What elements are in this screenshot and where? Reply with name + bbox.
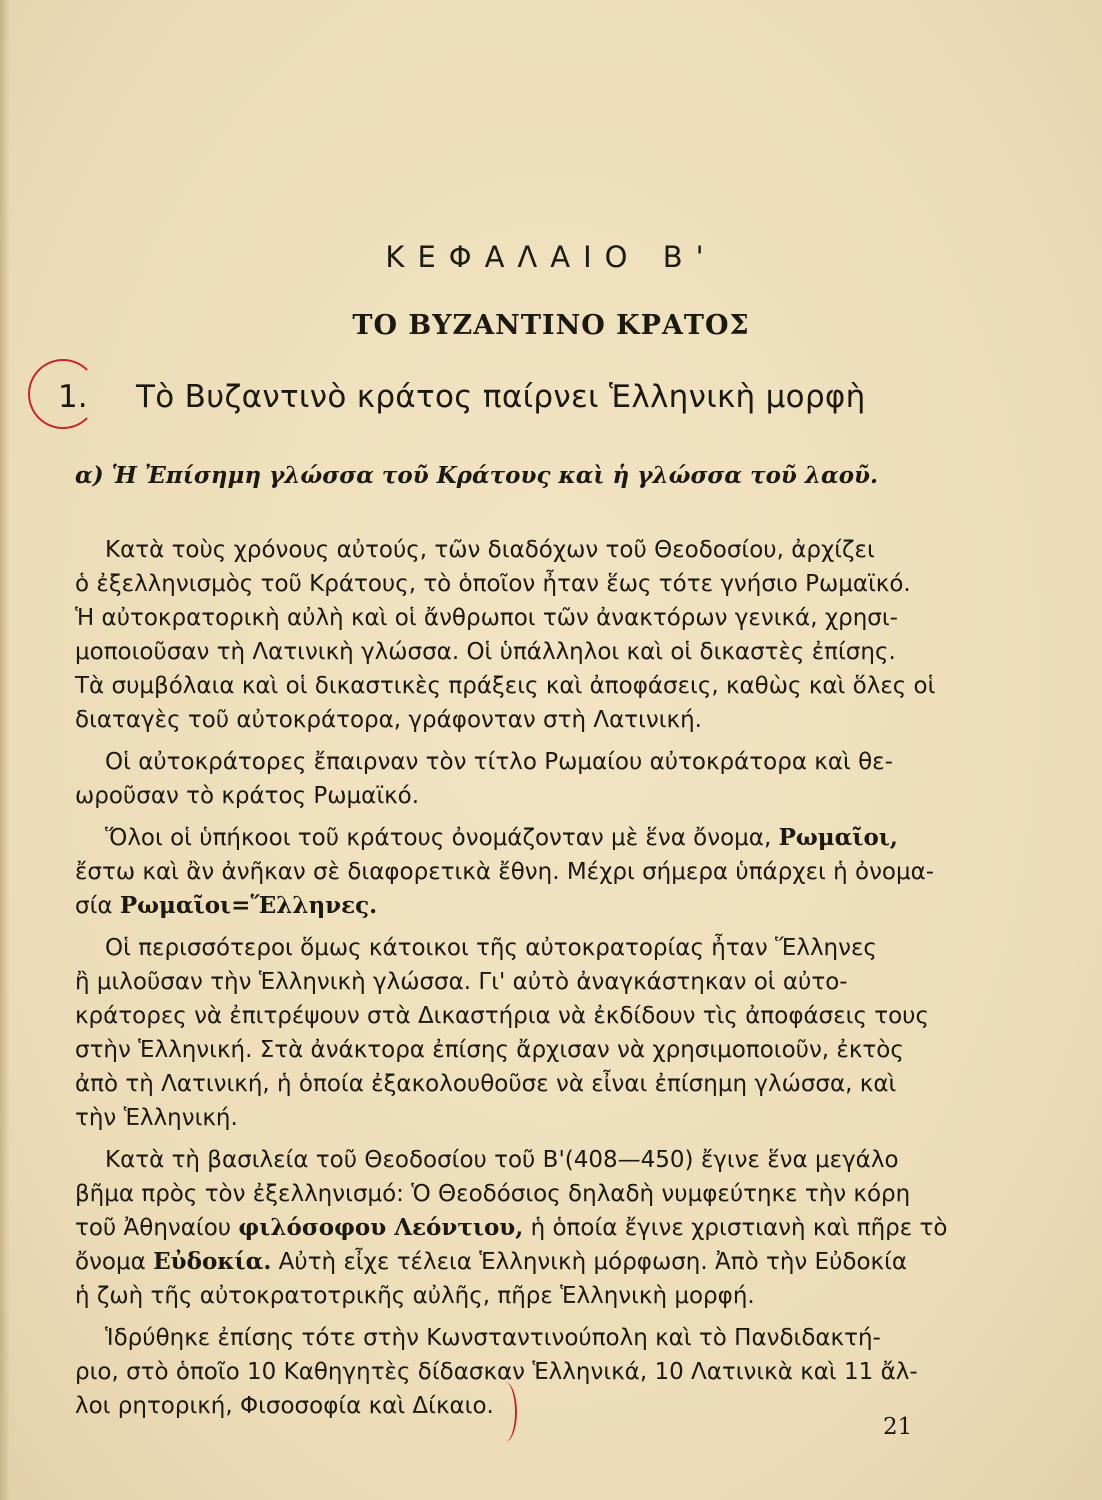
text-segment: σία [75,893,113,919]
bold-term-eudokia: Εὐδοκία. [153,1248,272,1275]
page-edge-shadow [0,0,10,1500]
bold-term-romaioi: Ρωμαῖοι, [778,824,898,851]
section-title: ΤΟ ΒΥΖΑΝΤΙΝΟ ΚΡΑΤΟΣ [352,310,750,341]
chapter-heading: ΚΕΦΑΛΑΙΟ Β' [385,240,717,274]
text-segment: Ὅλοι οἱ ὑπήκοοι τοῦ κράτους ὀνομάζονταν μὲ ἕνα ὄνομα, [105,825,772,851]
text-line: μοποιοῦσαν τὴ Λατινικὴ γλώσσα. Οἱ ὑπάλληλοι καὶ οἱ δικαστὲς ἐπίσης. [75,639,896,665]
paragraph-3 [75,821,935,923]
text-line: διαταγὲς τοῦ αὐτοκράτορα, γράφονταν στὴ Λατινική. [75,707,702,733]
body-text [75,533,948,1431]
text-line: τὴν Ἑλληνική. [75,1105,238,1131]
text-line: ἀπὸ τὴ Λατινική, ἡ ὁποία ἐξακολουθοῦσε νὰ εἶναι ἐπίσημη γλώσσα, καὶ [75,1071,897,1097]
text-line: Ἡ αὐτοκρατορικὴ αὐλὴ καὶ οἱ ἄνθρωποι τῶν ἀνακτόρων γενικά, χρησι- [75,605,898,631]
bold-term-leontios: φιλόσοφου Λεόντιου, [238,1214,524,1241]
paragraph-1 [75,533,936,737]
text-line: Ἱδρύθηκε ἐπίσης τότε στὴν Κωνσταντινούπολη καὶ τὸ Πανδιδακτή- [105,1325,881,1351]
text-segment: ὄνομα [75,1249,146,1275]
text-line: ὁ ἐξελληνισμὸς τοῦ Κράτους, τὸ ὁποῖον ἦταν ἕως τότε γνήσιο Ρωμαϊκό. [75,571,911,597]
text-line: ωροῦσαν τὸ κράτος Ρωμαϊκό. [75,783,420,809]
text-line: λοι ρητορική, Φισοσοφία καὶ Δίκαιο. [75,1393,494,1419]
red-bracket-annotation-icon [493,1382,517,1442]
subheading-a: α) Ἡ Ἐπίσημη γλώσσα τοῦ Κράτους καὶ ἡ γλώσσα τοῦ λαοῦ. [75,462,879,489]
text-line: ἡ ζωὴ τῆς αὐτοκρατοτρικῆς αὐλῆς, πῆρε Ἑλληνικὴ μορφή. [75,1283,755,1309]
text-line: Οἱ αὐτοκράτορες ἔπαιρναν τὸν τίτλο Ρωμαίου αὐτοκράτορα καὶ θε- [105,749,893,775]
page-number: 21 [883,1414,913,1440]
text-line: ἔστω καὶ ἂν ἀνῆκαν σὲ διαφορετικὰ ἔθνη. Μέχρι σήμερα ὑπάρχει ἡ ὀνομα- [75,859,935,885]
text-segment: τοῦ Ἀθηναίου [75,1215,232,1241]
text-line [75,1245,925,1279]
text-line: Τὰ συμβόλαια καὶ οἱ δικαστικὲς πράξεις καὶ ἀποφάσεις, καθὼς καὶ ὅλες οἱ [75,673,936,699]
text-line [75,821,925,855]
text-line: ριο, στὸ ὁποῖο 10 Καθηγητὲς δίδασκαν Ἑλληνικά, 10 Λατινικὰ καὶ 11 ἄλ- [75,1359,918,1385]
subsection-title: Τὸ Βυζαντινὸ κράτος παίρνει Ἑλληνικὴ μορφὴ [136,379,866,415]
text-line: βῆμα πρὸς τὸν ἐξελληνισμό: Ὁ Θεοδόσιος δηλαδὴ νυμφεύτηκε τὴν κόρη [75,1181,911,1207]
text-line [75,1211,948,1245]
subsection-heading [28,355,1078,435]
text-segment: ἡ ὁποία ἔγινε χριστιανὴ καὶ πῆρε τὸ [530,1215,948,1241]
text-line: ἢ μιλοῦσαν τὴν Ἑλληνικὴ γλώσσα. Γι' αὐτὸ ἀναγκάστηκαν οἱ αὐτο- [75,969,848,995]
bold-term-romaioi-ellines: Ρωμαῖοι=Ἕλληνες. [119,892,378,919]
text-line: Οἱ περισσότεροι ὅμως κάτοικοι τῆς αὐτοκρατορίας ἦταν Ἕλληνες [105,935,877,961]
paragraph-5 [75,1143,948,1313]
text-line: Κατὰ τοὺς χρόνους αὐτούς, τῶν διαδόχων τοῦ Θεοδοσίου, ἀρχίζει [105,537,875,563]
text-segment: Αὐτὴ εἶχε τέλεια Ἑλληνικὴ μόρφωση. Ἀπὸ τὴν Εὐδοκία [278,1249,908,1275]
paragraph-4 [75,931,929,1135]
subsection-number: 1. [58,379,88,415]
text-line: Κατὰ τὴ βασιλεία τοῦ Θεοδοσίου τοῦ Β'(408—450) ἔγινε ἕνα μεγάλο [105,1147,899,1173]
text-line [75,889,925,923]
text-line: κράτορες νὰ ἐπιτρέψουν στὰ Δικαστήρια νὰ ἐκδίδουν τὶς ἀποφάσεις τους [75,1003,929,1029]
paragraph-2 [75,745,925,813]
text-line: στὴν Ἑλληνική. Στὰ ἀνάκτορα ἐπίσης ἄρχισαν νὰ χρησιμοποιοῦν, ἐκτὸς [75,1037,904,1063]
